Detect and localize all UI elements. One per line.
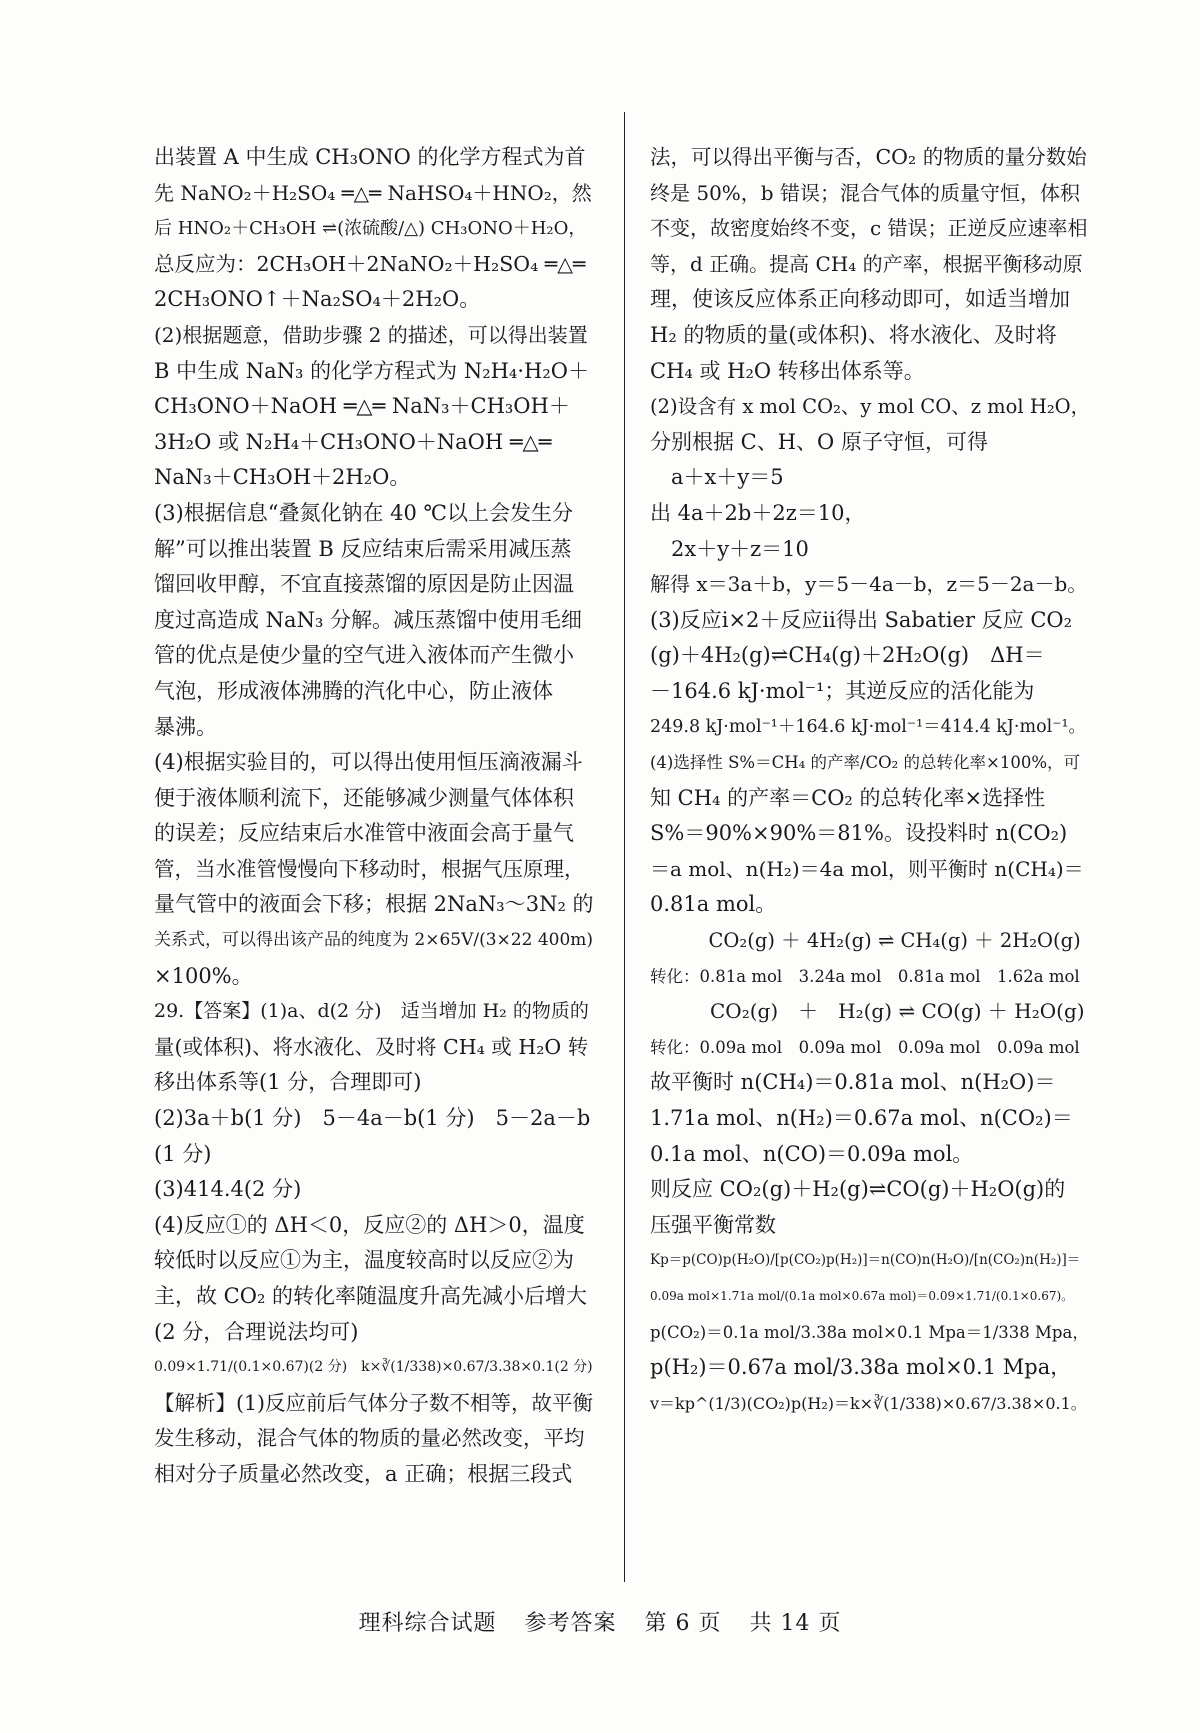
text-line: 度过高造成 NaN₃ 分解。减压蒸馏中使用毛细: [154, 607, 583, 632]
text-line: 总反应为：2CH₃OH＋2NaNO₂＋H₂SO₄ ═△═: [154, 251, 586, 276]
text-line: 终是 50%，b 错误；混合气体的质量守恒，体积: [650, 180, 1080, 205]
text-line: S%＝90%×90%＝81%。设投料时 n(CO₂): [650, 821, 1068, 846]
text-line: (4)反应①的 ΔH＜0，反应②的 ΔH＞0，温度: [154, 1212, 585, 1237]
text-line: 发生移动，混合气体的物质的量必然改变，平均: [154, 1426, 585, 1451]
text-line: Kp＝p(CO)p(H₂O)/[p(CO₂)p(H₂)]＝n(CO)n(H₂O)/[n(CO₂)n(H₂)]＝: [650, 1252, 1081, 1269]
text-line: ×100%。: [154, 963, 253, 988]
text-line: (4)选择性 S%＝CH₄ 的产率/CO₂ 的总转化率×100%，可: [650, 753, 1081, 773]
text-line: 出 4a＋2b＋2z＝10，: [650, 500, 866, 525]
text-line: 解得 x＝3a＋b，y＝5－4a－b，z＝5－2a－b。: [650, 572, 1088, 597]
text-line: 的误差；反应结束后水准管中液面会高于量气: [154, 821, 574, 846]
text-line: 则反应 CO₂(g)＋H₂(g)⇌CO(g)＋H₂O(g)的: [650, 1177, 1066, 1202]
text-line: 分别根据 C、H、O 原子守恒，可得: [650, 429, 988, 454]
text-line: (1 分): [154, 1141, 212, 1166]
text-line: 移出体系等(1 分，合理即可): [154, 1070, 422, 1095]
text-line: 转化：0.09a mol 0.09a mol 0.09a mol 0.09a mol: [650, 1037, 1080, 1057]
footer-page-current: 第 6 页: [644, 1611, 722, 1636]
text-line: (3)根据信息“叠氮化钠在 40 ℃以上会发生分: [154, 500, 574, 525]
text-line: 法，可以得出平衡与否，CO₂ 的物质的量分数始: [650, 145, 1087, 169]
footer-subtitle: 参考答案: [524, 1611, 617, 1636]
text-line: 3H₂O 或 N₂H₄＋CH₃ONO＋NaOH ═△═: [154, 429, 552, 454]
text-line: 等，d 正确。提高 CH₄ 的产率，根据平衡移动原: [650, 251, 1083, 276]
text-line: (g)＋4H₂(g)⇌CH₄(g)＋2H₂O(g) ΔH＝: [650, 643, 1045, 668]
text-line: 后 HNO₂＋CH₃OH ⇌(浓硫酸/△) CH₃ONO＋H₂O，: [154, 218, 587, 240]
text-line: 0.81a mol。: [650, 892, 777, 917]
text-line: 249.8 kJ·mol⁻¹＋164.6 kJ·mol⁻¹＝414.4 kJ·mol⁻¹。: [650, 716, 1086, 737]
text-line: 量(或体积)、将水液化、及时将 CH₄ 或 H₂O 转: [154, 1034, 589, 1059]
text-line: 转化：0.81a mol 3.24a mol 0.81a mol 1.62a mol: [650, 966, 1080, 986]
text-line: 0.1a mol、n(CO)＝0.09a mol。: [650, 1141, 974, 1166]
text-line: CH₄ 或 H₂O 转移出体系等。: [650, 358, 925, 383]
text-line: (2)设含有 x mol CO₂、y mol CO、z mol H₂O，: [650, 395, 1091, 419]
text-line: 暴沸。: [154, 714, 217, 739]
footer-title: 理科综合试题: [358, 1611, 497, 1636]
text-line: 1.71a mol、n(H₂)＝0.67a mol、n(CO₂)＝: [650, 1106, 1073, 1131]
text-line: ＝a mol、n(H₂)＝4a mol，则平衡时 n(CH₄)＝: [650, 856, 1084, 881]
text-line: 知 CH₄ 的产率＝CO₂ 的总转化率×选择性: [650, 785, 1046, 810]
text-line: 相对分子质量必然改变，a 正确；根据三段式: [154, 1461, 573, 1486]
text-line: －164.6 kJ·mol⁻¹；其逆反应的活化能为: [650, 678, 1035, 703]
text-line: 2x＋y＋z＝10: [650, 536, 809, 561]
left-column: [154, 140, 594, 1493]
text-line: 气泡，形成液体沸腾的汽化中心，防止液体: [154, 678, 553, 703]
text-line: 不变，故密度始终不变，c 错误；正逆反应速率相: [650, 216, 1088, 241]
text-line: 较低时以反应①为主，温度较高时以反应②为: [154, 1248, 574, 1273]
text-line: 便于液体顺利流下，还能够减少测量气体体积: [154, 785, 574, 810]
text-line: H₂ 的物质的量(或体积)、将水液化、及时将: [650, 322, 1057, 347]
text-line: (2 分，合理说法均可): [154, 1319, 359, 1344]
text-line: 0.09×1.71/(0.1×0.67)(2 分) k×∛(1/338)×0.67/3.38×0.1(2 分): [154, 1359, 593, 1376]
text-line: 管，当水准管慢慢向下移动时，根据气压原理，: [154, 856, 585, 881]
text-line: (3)414.4(2 分): [154, 1177, 302, 1202]
text-line: 主，故 CO₂ 的转化率随温度升高先减小后增大: [154, 1284, 588, 1308]
text-line: CO₂(g) ＋ H₂(g) ⇌ CO(g) ＋ H₂O(g): [650, 999, 1085, 1024]
text-line: B 中生成 NaN₃ 的化学方程式为 N₂H₄·H₂O＋: [154, 358, 589, 383]
text-line: (2)3a＋b(1 分) 5－4a－b(1 分) 5－2a－b: [154, 1106, 591, 1131]
text-line: 压强平衡常数: [650, 1212, 776, 1237]
text-line: 解”可以推出装置 B 反应结束后需采用减压蒸: [154, 536, 572, 561]
text-line: 管的优点是使少量的空气进入液体而产生微小: [154, 643, 574, 668]
text-line: CH₃ONO＋NaOH ═△═ NaN₃＋CH₃OH＋: [154, 394, 570, 419]
text-line: 【解析】(1)反应前后气体分子数不相等，故平衡: [154, 1390, 594, 1415]
text-line: CO₂(g) ＋ 4H₂(g) ⇌ CH₄(g) ＋ 2H₂O(g): [650, 929, 1081, 953]
text-line: 2CH₃ONO↑＋Na₂SO₄＋2H₂O。: [154, 287, 481, 312]
text-line: (2)根据题意，借助步骤 2 的描述，可以得出装置: [154, 322, 588, 347]
text-line: 理，使该反应体系正向移动即可，如适当增加: [650, 287, 1070, 312]
text-line: 出装置 A 中生成 CH₃ONO 的化学方程式为首: [154, 145, 586, 169]
footer-page-total: 共 14 页: [749, 1611, 842, 1636]
right-column: [650, 140, 1090, 1421]
text-line: 29.【答案】(1)a、d(2 分) 适当增加 H₂ 的物质的: [154, 1000, 589, 1023]
text-line: (3)反应ⅰ×2＋反应ⅱ得出 Sabatier 反应 CO₂: [650, 607, 1073, 632]
text-line: a＋x＋y＝5: [650, 465, 784, 490]
text-line: 关系式，可以得出该产品的纯度为 2×65V/(3×22 400m): [154, 930, 594, 951]
text-line: v＝kp^(1/3)(CO₂)p(H₂)＝k×∛(1/338)×0.67/3.38×0.1。: [650, 1393, 1087, 1413]
text-line: 馏回收甲醇，不宜直接蒸馏的原因是防止因温: [154, 572, 574, 597]
text-line: p(CO₂)＝0.1a mol/3.38a mol×0.1 Mpa＝1/338 Mpa，: [650, 1322, 1089, 1342]
page-footer: [0, 1606, 1200, 1637]
text-line: 量气管中的液面会下移；根据 2NaN₃～3N₂ 的: [154, 892, 594, 917]
text-line: 0.09a mol×1.71a mol/(0.1a mol×0.67a mol)＝0.09×1.71/(0.1×0.67)。: [650, 1289, 1074, 1303]
column-divider: [624, 112, 625, 1582]
text-line: 先 NaNO₂＋H₂SO₄ ═△═ NaHSO₄＋HNO₂，然: [154, 180, 592, 205]
text-line: (4)根据实验目的，可以得出使用恒压滴液漏斗: [154, 750, 583, 775]
text-line: p(H₂)＝0.67a mol/3.38a mol×0.1 Mpa，: [650, 1355, 1072, 1380]
text-line: 故平衡时 n(CH₄)＝0.81a mol、n(H₂O)＝: [650, 1070, 1056, 1095]
text-line: NaN₃＋CH₃OH＋2H₂O。: [154, 465, 411, 490]
